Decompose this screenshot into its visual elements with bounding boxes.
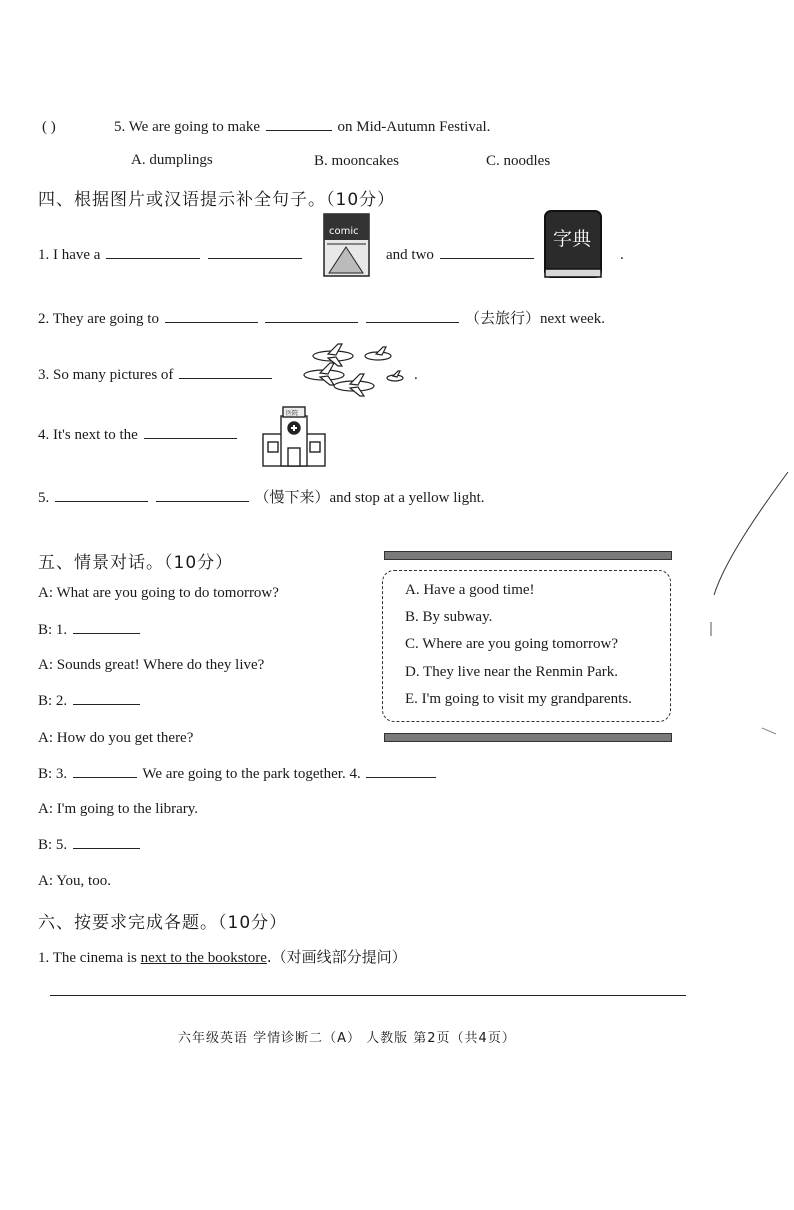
s4-item1-mid [386,247,536,264]
s4-item5-pre: 5. [38,490,50,506]
dialog-line-5: A: How do you get there? [38,730,194,746]
dialog-line-2-text: B: 1. [38,622,68,638]
dialog-blank-1[interactable] [73,632,140,634]
section4-heading: 四、根据图片或汉语提示补全句子。（10分） [38,190,396,210]
s6-q1 [38,946,407,967]
q5-paren: ( ) [42,119,56,135]
option-e: E. I'm going to visit my grandparents. [405,691,632,707]
dialog-blank-3[interactable] [73,776,137,778]
dialog-line-6-cont: We are going to the park together. 4. [142,766,361,782]
footer-rule [50,995,686,996]
dialog-line-6-text: B: 3. [38,766,68,782]
q5-line [114,119,490,136]
dialog-line-9: A: You, too. [38,873,111,889]
dictionary-label: 字典 [553,228,592,250]
s4-item2-hint: （去旅行） [464,309,540,327]
s4-item4-pre: 4. It's next to the [38,427,138,443]
dialog-line-1: A: What are you going to do tomorrow? [38,585,279,601]
section5-heading: 五、情景对话。（10分） [38,553,234,573]
s4-item3-post: . [414,367,418,383]
s4-item5-blank2[interactable] [156,500,249,502]
option-a: A. Have a good time! [405,582,535,598]
s6-q1-post: .（对画线部分提问） [266,948,407,966]
q5-text-pre: 5. We are going to make [114,119,260,135]
option-b: B. By subway. [405,609,493,625]
s4-item3-blank[interactable] [179,377,272,379]
s4-item2-pre: 2. They are going to [38,311,159,327]
planes-image [298,342,410,400]
q5-text-post: on Mid-Autumn Festival. [337,119,491,135]
comic-label: comic [329,226,359,237]
s4-item1-mid-text: and two [386,247,434,263]
dialog-line-7: A: I'm going to the library. [38,801,199,817]
dialog-line-8 [38,837,142,854]
s4-item5-blank1[interactable] [55,500,148,502]
s4-item2-blank3[interactable] [366,321,459,323]
dialog-blank-4[interactable] [366,776,436,778]
dialog-line-4 [38,693,142,710]
s4-item5-line [38,486,485,507]
scan-edge-curve [700,470,790,740]
option-d: D. They live near the Renmin Park. [405,664,619,680]
s4-item5-post: and stop at a yellow light. [329,490,485,506]
comic-book-image [323,213,370,277]
s4-item4-blank[interactable] [144,437,237,439]
dialog-line-4-text: B: 2. [38,693,68,709]
s4-item2-line [38,307,605,328]
s4-item1-blank2[interactable] [208,257,302,259]
s4-item1-blank3[interactable] [440,257,534,259]
option-c: C. Where are you going tomorrow? [405,636,618,652]
s4-item2-blank2[interactable] [265,321,358,323]
q5-option-a: A. dumplings [131,152,213,168]
q5-option-b: B. mooncakes [314,153,399,169]
s6-q1-pre: 1. The cinema is [38,950,137,966]
s4-item1-pre [38,247,304,264]
dialog-line-3: A: Sounds great! Where do they live? [38,657,265,673]
hospital-label: 医院 [286,410,299,417]
page-footer: 六年级英语 学情诊断二（A） 人教版 第2页（共4页） [178,1031,516,1046]
s4-item4-line [38,427,239,444]
section6-heading: 六、按要求完成各题。（10分） [38,913,288,933]
s4-item5-hint: （慢下来） [254,488,330,506]
s6-q1-underlined: next to the bookstore [140,950,267,966]
dictionary-image [541,209,605,281]
s4-item1-post: . [620,247,624,263]
s4-item2-blank1[interactable] [165,321,258,323]
s4-item2-post: next week. [539,311,605,327]
dialog-line-6 [38,766,438,783]
dialog-blank-2[interactable] [73,703,140,705]
q5-option-c: C. noodles [486,153,551,169]
dialog-blank-5[interactable] [73,847,140,849]
s4-item3-line [38,367,274,384]
options-bottom-bar [384,733,672,742]
options-top-bar [384,551,672,560]
s4-item1-pre-text: 1. I have a [38,247,101,263]
dialog-line-2 [38,622,142,639]
dialog-line-8-text: B: 5. [38,837,68,853]
q5-blank[interactable] [266,129,332,131]
s4-item1-blank1[interactable] [106,257,200,259]
s4-item3-pre: 3. So many pictures of [38,367,174,383]
hospital-image [259,404,329,468]
